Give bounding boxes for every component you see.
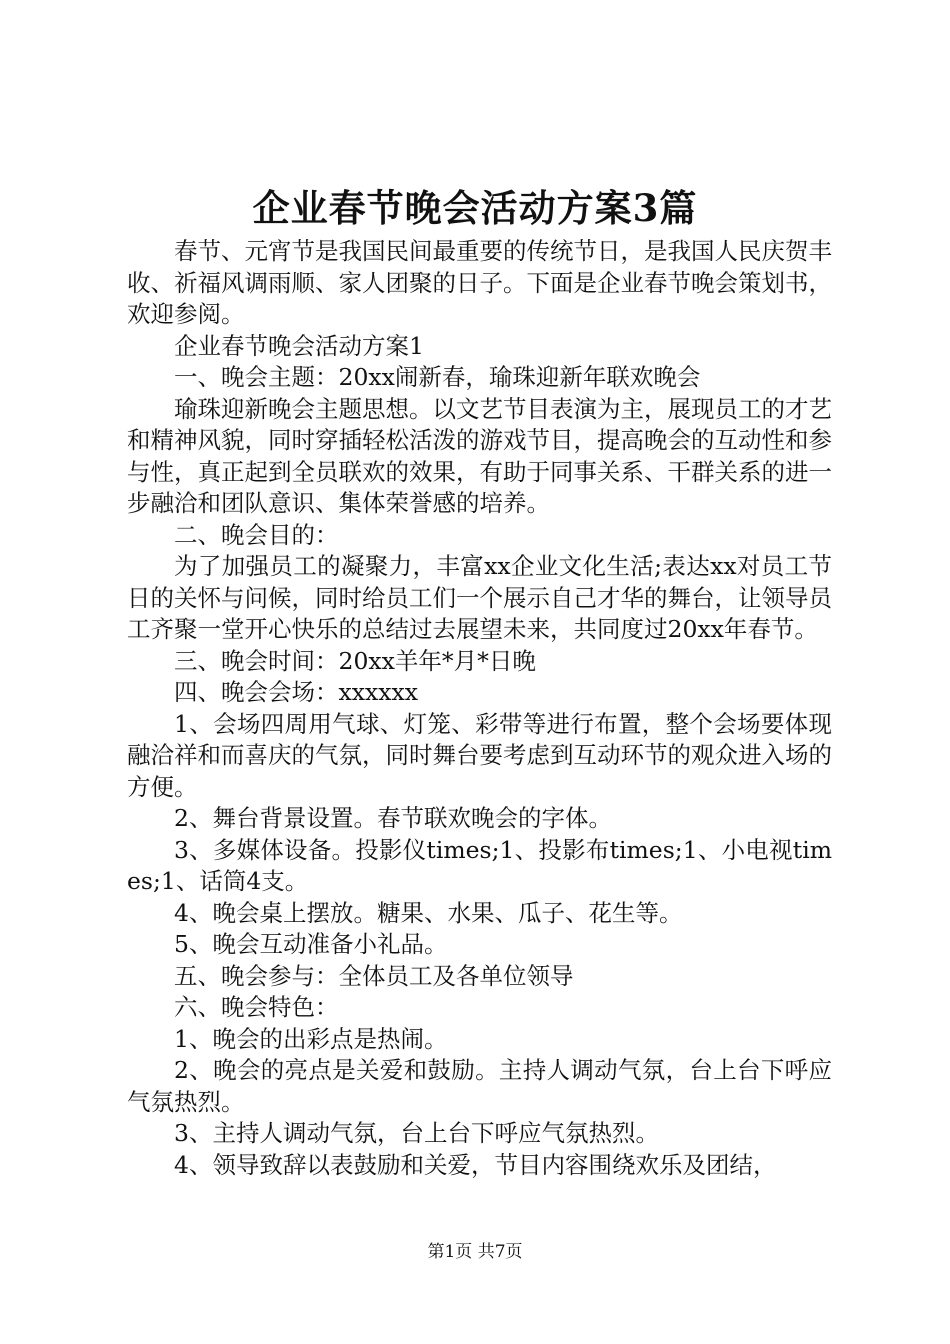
paragraph: 二、晚会目的： [174,520,339,549]
paragraph: 企业春节晚会活动方案1 [174,331,424,360]
paragraph: 5、晚会互动准备小礼品。 [174,930,448,958]
document-title: 企业春节晚会活动方案3篇 [252,186,698,230]
paragraph: 4、晚会桌上摆放。糖果、水果、瓜子、花生等。 [174,898,683,927]
paragraph: 四、晚会会场：xxxxxx [174,678,419,706]
paragraph: 为了加强员工的凝聚力，丰富xx企业文化生活;表达xx对员工节日的关怀与问候，同时给员工们一个展示自己才华的舞台，让领导员工齐聚一堂开心快乐的总结过去展望未来，共同度过20xx年春节。 [127,552,832,643]
document-body [127,236,832,1181]
paragraph: 1、会场四周用气球、灯笼、彩带等进行布置，整个会场要体现融洽祥和而喜庆的气氛，同时舞台要考虑到互动环节的观众进入场的方便。 [127,709,832,801]
paragraph: 六、晚会特色： [174,993,339,1021]
page-footer: 第1页 共7页 [427,1242,523,1262]
paragraph: 3、多媒体设备。投影仪times;1、投影布times;1、小电视times;1、话筒4支。 [127,835,832,895]
paragraph: 五、晚会参与：全体员工及各单位领导 [174,961,574,990]
paragraph: 三、晚会时间：20xx羊年*月*日晚 [174,646,536,675]
paragraph: 春节、元宵节是我国民间最重要的传统节日，是我国人民庆贺丰收、祈福风调雨顺、家人团聚的日子。下面是企业春节晚会策划书，欢迎参阅。 [127,237,832,328]
paragraph: 4、领导致辞以表鼓励和关爱，节目内容围绕欢乐及团结， [174,1150,777,1179]
paragraph: 瑜珠迎新晚会主题思想。以文艺节目表演为主，展现员工的才艺和精神风貌，同时穿插轻松活泼的游戏节目，提高晚会的互动性和参与性，真正起到全员联欢的效果，有助于同事关系、干群关系的进一步融洽和团队意识、集体荣誉感的培养。 [127,394,832,517]
paragraph: 一、晚会主题：20xx闹新春，瑜珠迎新年联欢晚会 [174,363,701,391]
paragraph: 2、晚会的亮点是关爱和鼓励。主持人调动气氛，台上台下呼应气氛热烈。 [127,1056,832,1116]
paragraph: 3、主持人调动气氛，台上台下呼应气氛热烈。 [174,1119,659,1147]
paragraph: 2、舞台背景设置。春节联欢晚会的字体。 [174,804,612,832]
paragraph: 1、晚会的出彩点是热闹。 [174,1024,448,1053]
